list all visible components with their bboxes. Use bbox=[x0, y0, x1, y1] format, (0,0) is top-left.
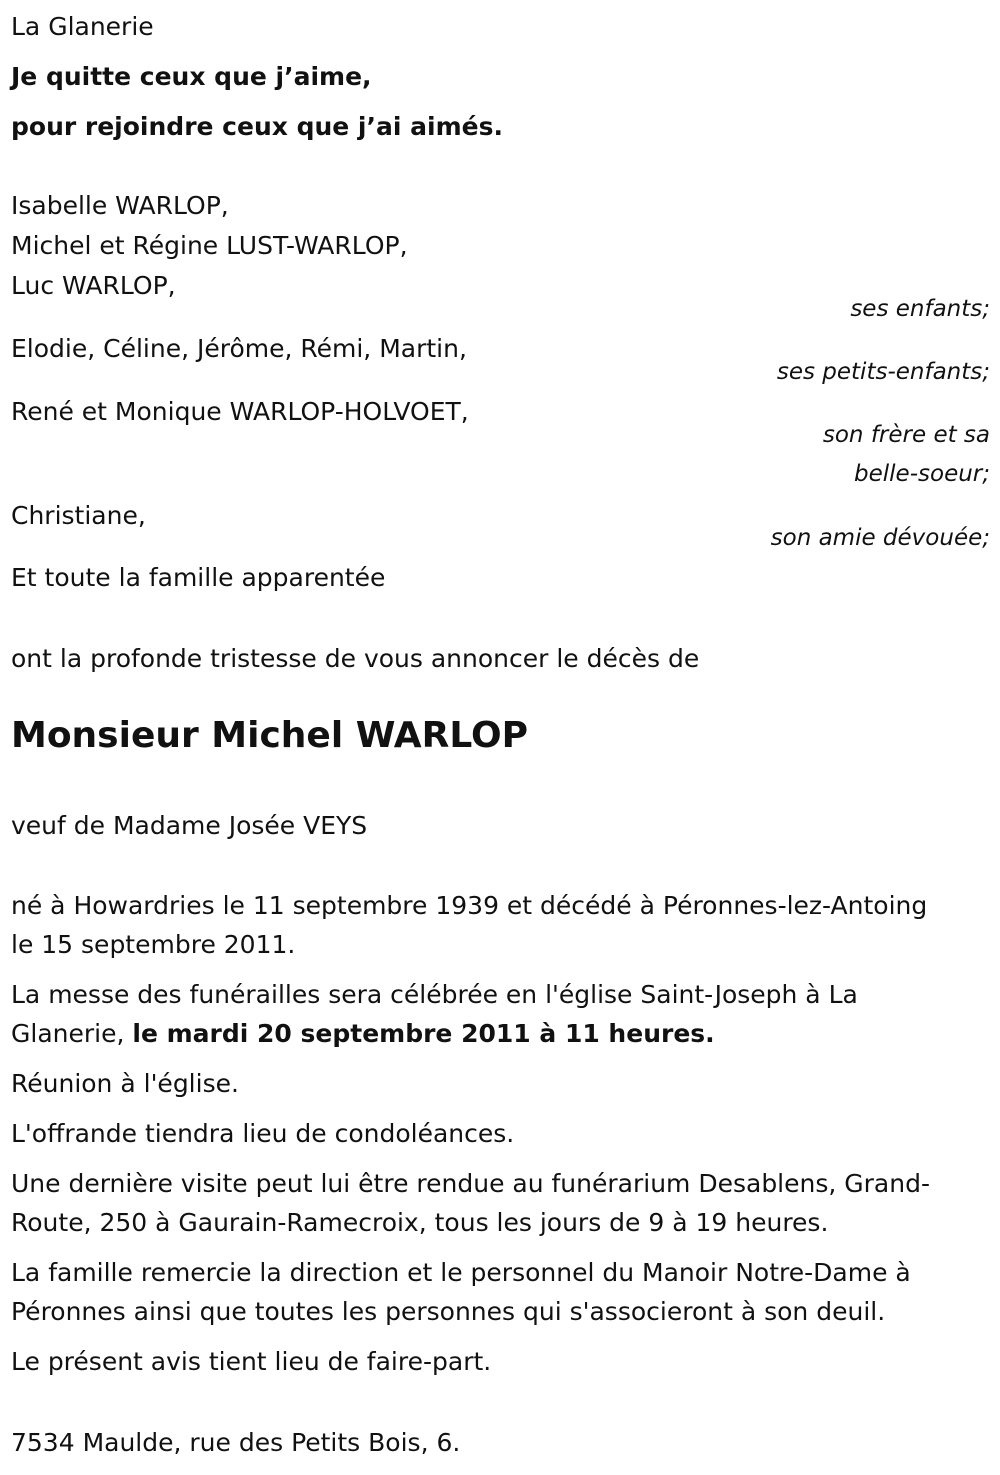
child-name: Isabelle WARLOP, bbox=[11, 191, 229, 220]
mass-line-2 bbox=[11, 1021, 715, 1046]
visit-line-1: Une dernière visite peut lui être rendue au funérarium Desablens, Grand- bbox=[11, 1169, 930, 1198]
mass-date-time: le mardi 20 septembre 2011 à 11 heures. bbox=[132, 1019, 715, 1048]
meeting-line: Réunion à l'église. bbox=[11, 1069, 239, 1098]
friend-role: son amie dévouée; bbox=[770, 525, 990, 551]
siblings-role-line-2: belle-soeur; bbox=[854, 461, 990, 487]
thanks-line-2: Péronnes ainsi que toutes les personnes qui s'associeront à son deuil. bbox=[11, 1297, 886, 1326]
offering-line: L'offrande tiendra lieu de condoléances. bbox=[11, 1119, 515, 1148]
deceased-name: Monsieur Michel WARLOP bbox=[11, 715, 529, 756]
friend-name: Christiane, bbox=[11, 501, 146, 530]
thanks-line-1: La famille remercie la direction et le personnel du Manoir Notre-Dame à bbox=[11, 1258, 911, 1287]
siblings-role-line-1: son frère et sa bbox=[822, 422, 990, 448]
widower-line: veuf de Madame Josée VEYS bbox=[11, 811, 368, 840]
announcement: ont la profonde tristesse de vous annoncer le décès de bbox=[11, 644, 700, 673]
child-name: Luc WARLOP, bbox=[11, 271, 176, 300]
address-line: 7534 Maulde, rue des Petits Bois, 6. bbox=[11, 1428, 461, 1457]
mass-line-1: La messe des funérailles sera célébrée en l'église Saint-Joseph à La bbox=[11, 980, 858, 1009]
place-name: La Glanerie bbox=[11, 12, 154, 41]
quote-line-2: pour rejoindre ceux que j’ai aimés. bbox=[11, 112, 503, 141]
visit-line-2: Route, 250 à Gaurain-Ramecroix, tous les jours de 9 à 19 heures. bbox=[11, 1208, 829, 1237]
grandchildren-names: Elodie, Céline, Jérôme, Rémi, Martin, bbox=[11, 334, 467, 363]
mass-place: Glanerie, bbox=[11, 1019, 133, 1048]
quote-line-1: Je quitte ceux que j’aime, bbox=[11, 62, 372, 91]
children-role: ses enfants; bbox=[850, 296, 990, 322]
birth-death-line-2: le 15 septembre 2011. bbox=[11, 930, 296, 959]
siblings-names: René et Monique WARLOP-HOLVOET, bbox=[11, 397, 469, 426]
child-name: Michel et Régine LUST-WARLOP, bbox=[11, 231, 408, 260]
birth-death-line-1: né à Howardries le 11 septembre 1939 et décédé à Péronnes-lez-Antoing bbox=[11, 891, 928, 920]
grandchildren-role: ses petits-enfants; bbox=[776, 359, 990, 385]
family-others: Et toute la famille apparentée bbox=[11, 563, 386, 592]
notice-line: Le présent avis tient lieu de faire-part. bbox=[11, 1347, 492, 1376]
